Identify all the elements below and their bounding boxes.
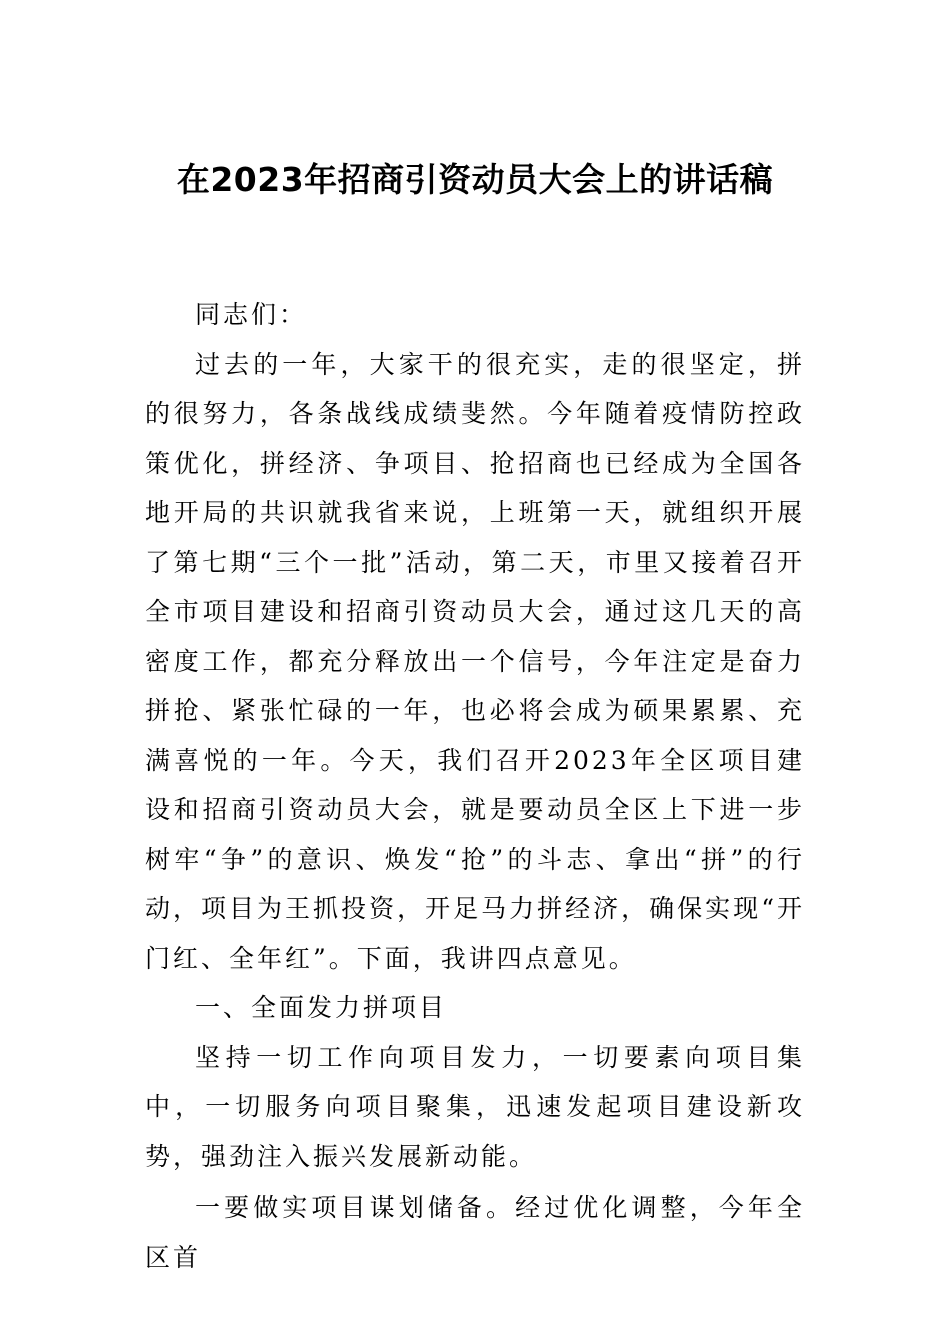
document-body (145, 290, 805, 1282)
salutation-paragraph: 同志们： (195, 300, 308, 329)
opening-paragraph: 过去的一年，大家干的很充实，走的很坚定，拼的很努力，各条战线成绩斐然。今年随着疫情防控政策优化，拼经济、争项目、抢招商也已经成为全国各地开局的共识就我省来说，上班第一天，就组织开展了第七期“三个一批”活动，第二天，市里又接着召开全市项目建设和招商引资动员大会，通过这几天的高密度工作，都充分释放出一个信号，今年注定是奋力拼抢、紧张忙碌的一年，也必将会成为硕果累累、充满喜悦的一年。今天，我们召开2023年全区项目建设和招商引资动员大会，就是要动员全区上下进一步树牢“争”的意识、焕发“抢”的斗志、拿出“拼”的行动，项目为王抓投资，开足马力拼经济，确保实现“开门红、全年红”。下面，我讲四点意见。 (145, 349, 805, 973)
section-heading: 一、全面发力拼项目 (195, 993, 448, 1022)
section-point-paragraph: 一要做实项目谋划储备。经过优化调整，今年全区首 (145, 1193, 805, 1272)
document-title: 在2023年招商引资动员大会上的讲话稿 (176, 160, 774, 199)
section-intro-paragraph: 坚持一切工作向项目发力，一切要素向项目集中，一切服务向项目聚集，迅速发起项目建设新攻势，强劲注入振兴发展新动能。 (145, 1042, 805, 1171)
